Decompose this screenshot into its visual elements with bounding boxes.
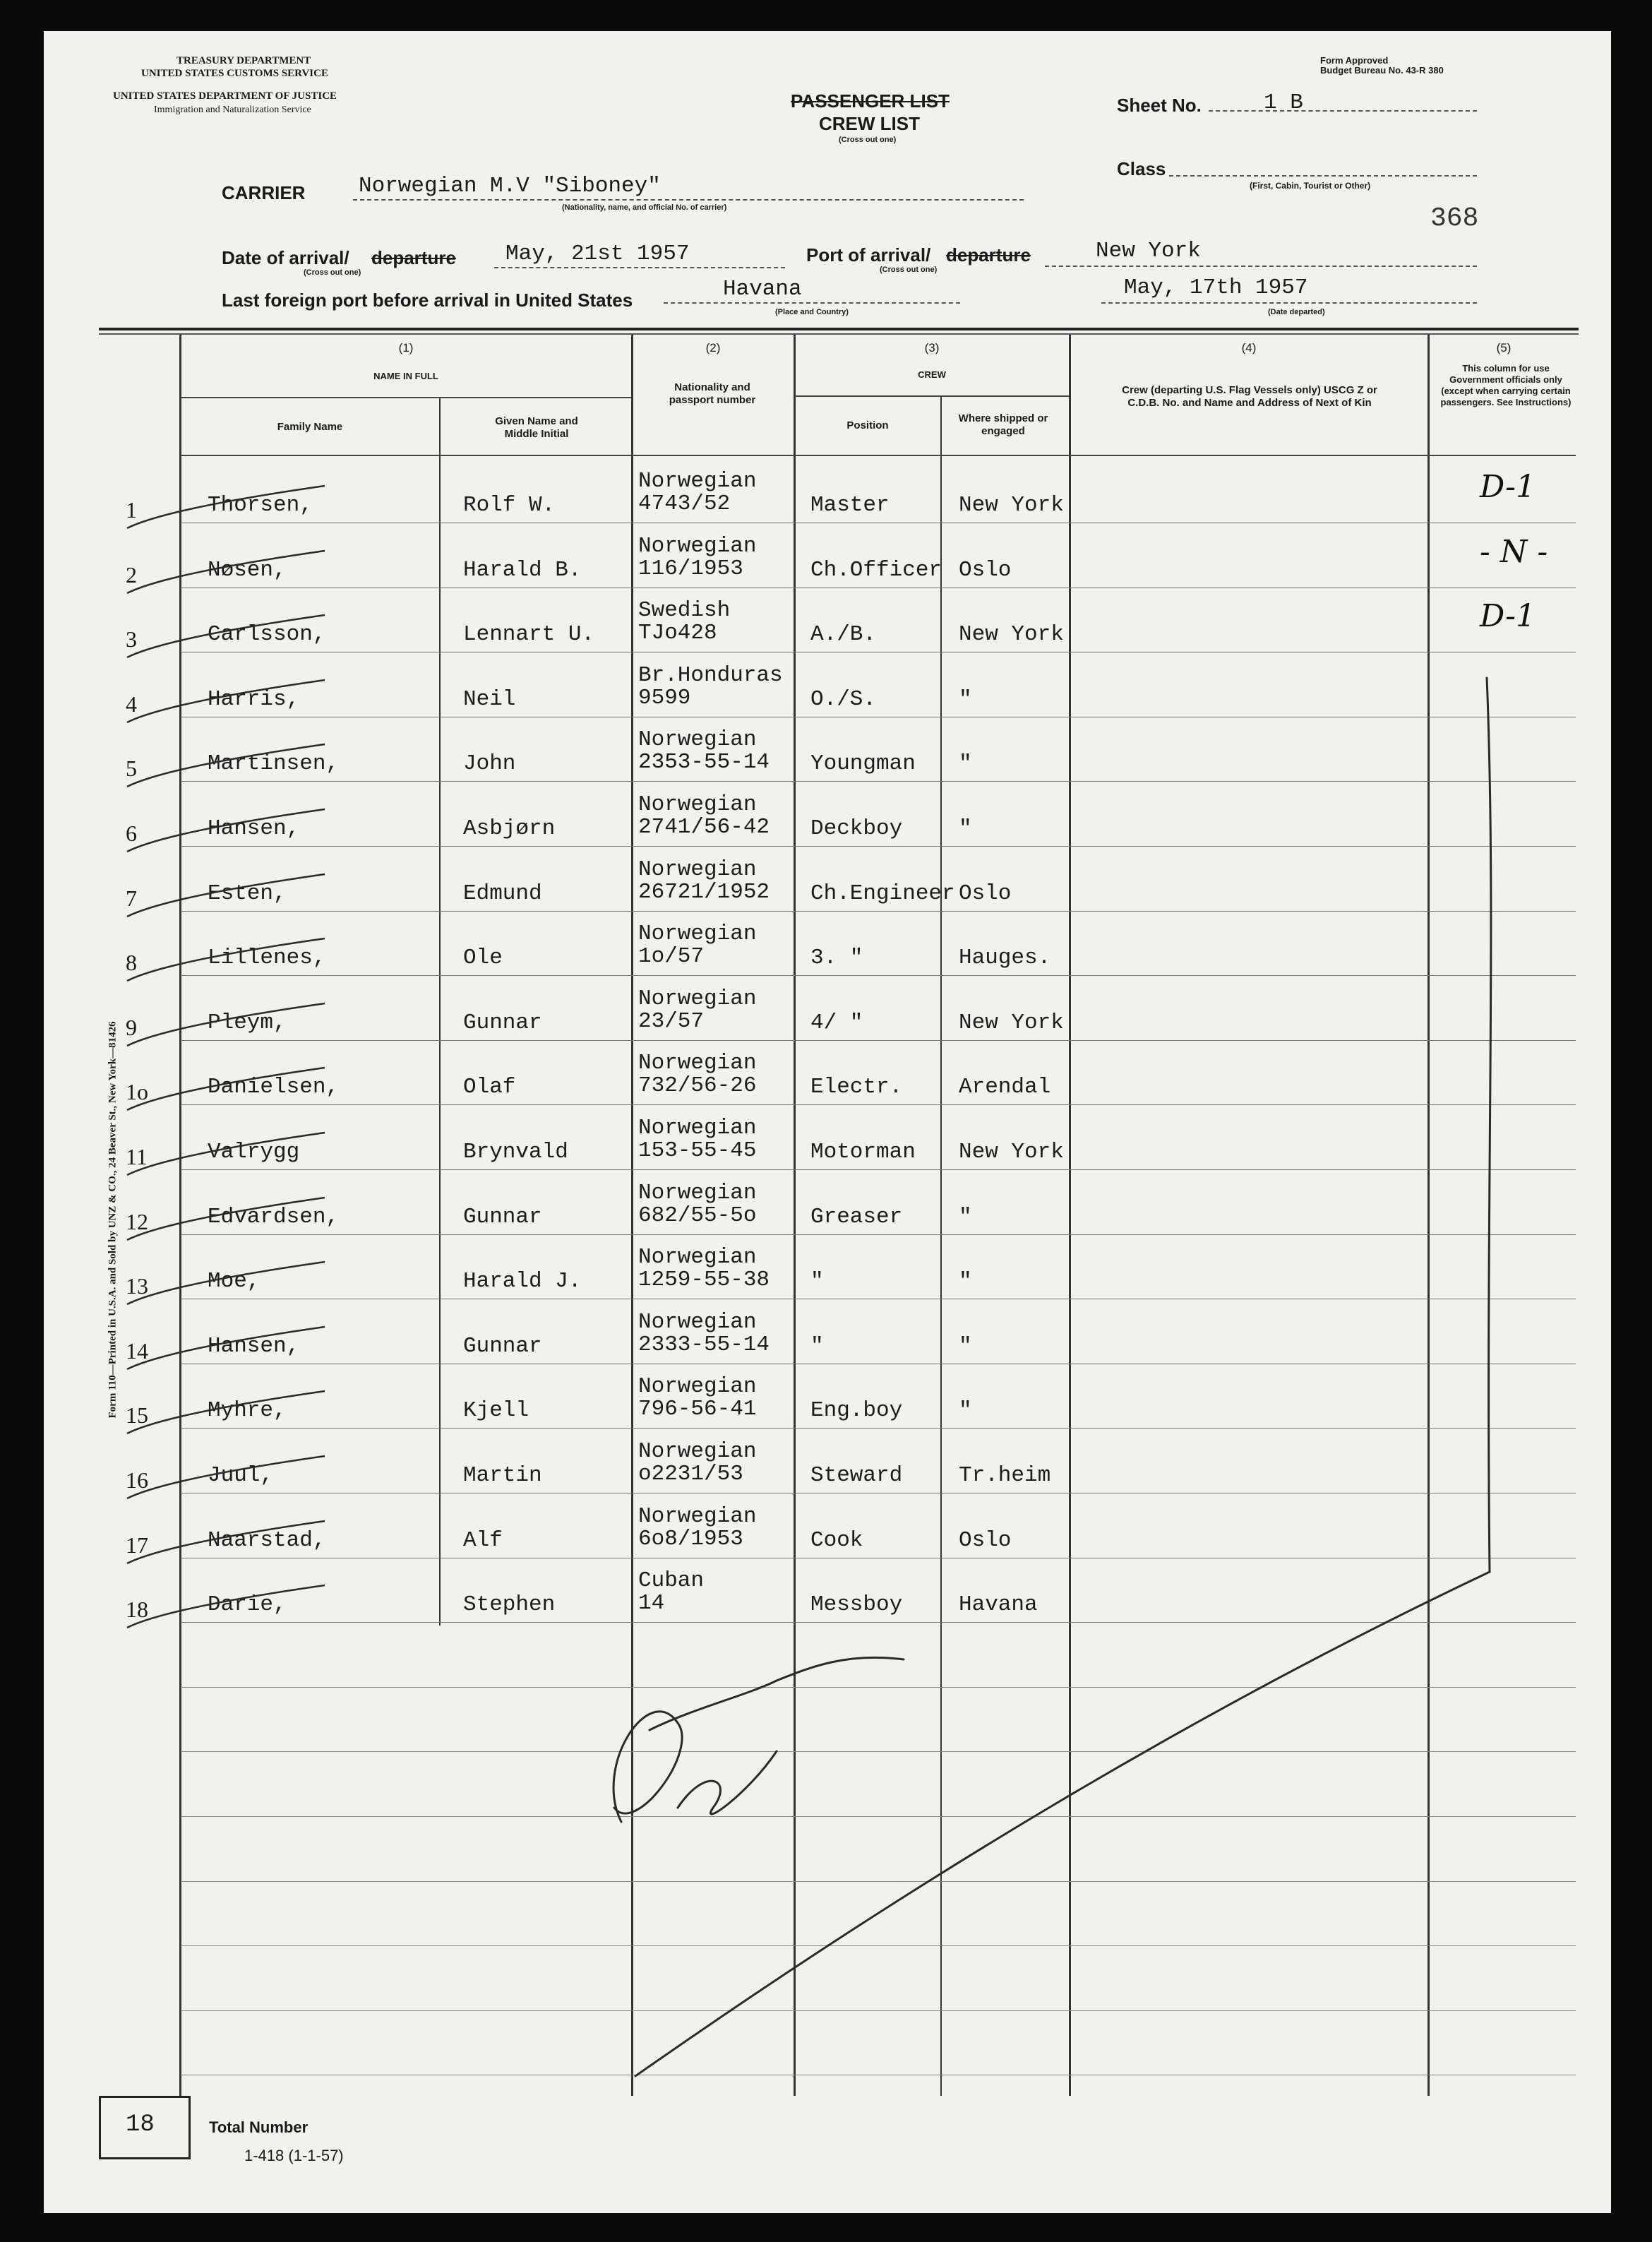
row-number: 8	[126, 950, 137, 976]
family-name-heading: Family Name	[277, 421, 343, 433]
passport-number: 2741/56-42	[638, 815, 770, 840]
passport-number: 732/56-26	[638, 1073, 757, 1099]
passport-number: 682/55-5o	[638, 1203, 757, 1228]
nationality: Norwegian	[638, 1439, 757, 1464]
crew-position: Greaser	[810, 1204, 903, 1229]
given-name: Kjell	[463, 1398, 529, 1424]
port-label: Port of arrival/	[806, 244, 931, 266]
given-name: Harald J.	[463, 1269, 582, 1294]
given-name: Stephen	[463, 1592, 556, 1618]
nationality: Norwegian	[638, 1116, 757, 1140]
where-shipped: New York	[959, 1140, 1064, 1164]
family-name: Esten,	[208, 881, 287, 906]
crew-position: 3. "	[810, 946, 863, 971]
where-shipped: "	[959, 1269, 972, 1294]
nationality: Swedish	[638, 598, 731, 624]
where-shipped: New York	[959, 622, 1064, 648]
nationality: Norwegian	[638, 1051, 757, 1076]
nationality: Norwegian	[638, 1180, 757, 1205]
date-struck: departure	[371, 247, 456, 268]
given-name: Gunnar	[463, 1333, 542, 1359]
port-struck: departure	[946, 244, 1031, 266]
nationality: Cuban	[638, 1568, 705, 1594]
crew-position: 4/ "	[810, 1010, 863, 1035]
date-label: Date of arrival/	[222, 247, 349, 268]
where-shipped: "	[959, 1333, 972, 1359]
nationality: Norwegian	[638, 1309, 757, 1335]
row-number: 7	[126, 885, 137, 911]
stamp-number: 368	[1430, 203, 1479, 234]
where-shipped: Oslo	[959, 1527, 1012, 1553]
crew-position: Eng.boy	[810, 1398, 903, 1424]
agency-customs: UNITED STATES CUSTOMS SERVICE	[141, 68, 328, 79]
passport-number: 4743/52	[638, 491, 731, 516]
bracket-line	[1487, 678, 1491, 1572]
nationality: Norwegian	[638, 857, 757, 882]
crew-position: Motorman	[810, 1140, 916, 1164]
govt-mark: D-1	[1480, 598, 1536, 635]
port-note: (Cross out one)	[880, 266, 938, 274]
carrier-note: (Nationality, name, and official No. of carrier)	[562, 203, 727, 212]
given-name: John	[463, 751, 516, 777]
family-name: Moe,	[208, 1269, 261, 1294]
date-note: (Cross out one)	[304, 268, 361, 277]
row-number: 16	[126, 1467, 148, 1493]
where-shipped: "	[959, 686, 972, 712]
class-note: (First, Cabin, Tourist or Other)	[1250, 181, 1371, 191]
crew-position: Messboy	[810, 1592, 903, 1618]
family-name: Carlsson,	[208, 622, 326, 648]
where-shipped: Hauges.	[959, 946, 1051, 971]
family-name: Naarstad,	[208, 1527, 326, 1553]
crew-position: Cook	[810, 1527, 863, 1553]
crew-position: A./B.	[810, 622, 877, 648]
crew-position: Deckboy	[810, 816, 903, 841]
passport-number: 153-55-45	[638, 1138, 757, 1163]
nationality-heading: Nationality and passport number	[669, 381, 756, 406]
row-number: 15	[126, 1402, 148, 1429]
row-number: 3	[126, 626, 137, 652]
family-name: Myhre,	[208, 1398, 287, 1424]
family-name: Hansen,	[208, 1333, 300, 1359]
where-shipped: "	[959, 1398, 972, 1424]
row-number: 17	[126, 1532, 148, 1558]
nationality: Norwegian	[638, 469, 757, 494]
where-shipped: "	[959, 751, 972, 777]
row-number: 12	[126, 1208, 148, 1234]
departed-value: May, 17th 1957	[1124, 275, 1308, 300]
given-name: Neil	[463, 686, 516, 712]
given-name-heading: Given Name and Middle Initial	[495, 415, 578, 440]
where-shipped: Havana	[959, 1592, 1038, 1618]
date-value: May, 21st 1957	[505, 242, 690, 266]
sheet-label: Sheet No.	[1117, 95, 1202, 116]
govt-mark: - N -	[1480, 533, 1548, 570]
total-number-label: Total Number	[209, 2118, 309, 2136]
row-number: 5	[126, 756, 137, 782]
crew-position: "	[810, 1269, 824, 1294]
sheet-value: 1 B	[1264, 90, 1303, 115]
crew-position: Electr.	[810, 1075, 903, 1100]
row-number: 2	[126, 561, 137, 588]
where-shipped: Tr.heim	[959, 1463, 1051, 1488]
given-name: Rolf W.	[463, 493, 556, 518]
nationality: Norwegian	[638, 1503, 757, 1529]
family-name: Nøsen,	[208, 557, 287, 583]
nationality: Norwegian	[638, 1374, 757, 1400]
given-name: Olaf	[463, 1075, 516, 1100]
family-name: Harris,	[208, 686, 300, 712]
side-print-text: Form 110—Printed in U.S.A. and Sold by UNZ & CO., 24 Beaver St., New York—81426	[107, 1021, 119, 1419]
passport-number: 9599	[638, 685, 691, 710]
carrier-value: Norwegian M.V "Siboney"	[359, 174, 661, 198]
row-number: 1	[126, 497, 137, 523]
class-label: Class	[1117, 158, 1166, 179]
crew-position: "	[810, 1333, 824, 1359]
row-number: 11	[126, 1144, 148, 1169]
given-name: Lennart U.	[463, 622, 595, 648]
row-number: 18	[126, 1597, 148, 1623]
row-number: 14	[126, 1337, 148, 1364]
position-heading: Position	[846, 419, 889, 431]
nationality: Norwegian	[638, 727, 757, 753]
passport-number: 116/1953	[638, 556, 743, 581]
col1-number: (1)	[398, 341, 414, 354]
nationality: Norwegian	[638, 792, 757, 817]
nationality: Norwegian	[638, 922, 757, 947]
govt-use-heading: This column for use Government officials only (except when carrying certain passengers. See Instructions)	[1440, 363, 1572, 407]
where-shipped: New York	[959, 493, 1064, 518]
last-port-note: (Place and Country)	[775, 308, 849, 316]
passport-number: 23/57	[638, 1008, 705, 1034]
where-shipped: Oslo	[959, 557, 1012, 583]
col3-number: (3)	[924, 341, 940, 354]
given-name: Edmund	[463, 881, 542, 906]
given-name: Martin	[463, 1463, 542, 1488]
where-shipped: "	[959, 1204, 972, 1229]
crew-heading: CREW	[918, 369, 946, 380]
crew-position: O./S.	[810, 686, 877, 712]
family-name: Thorsen,	[208, 493, 313, 518]
port-value: New York	[1096, 239, 1201, 263]
form-approved: Form Approved	[1320, 55, 1389, 66]
col1-title: NAME IN FULL	[373, 371, 438, 381]
total-box-value: 18	[126, 2111, 155, 2138]
family-name: Valrygg	[208, 1140, 300, 1164]
crew-position: Ch.Officer	[810, 557, 942, 583]
row-number: 4	[126, 691, 137, 717]
family-name: Juul,	[208, 1463, 274, 1488]
row-number: 13	[126, 1273, 148, 1299]
nationality: Br.Honduras	[638, 662, 783, 688]
diagonal-strike-line	[635, 1572, 1490, 2076]
agency-ins: Immigration and Naturalization Service	[154, 105, 311, 115]
carrier-label: CARRIER	[222, 182, 306, 203]
given-name: Alf	[463, 1527, 503, 1553]
passport-number: 6o8/1953	[638, 1526, 743, 1551]
form-code: 1-418 (1-1-57)	[244, 2147, 344, 2164]
passport-number: 2333-55-14	[638, 1332, 770, 1357]
signature-stroke-1	[613, 1657, 904, 1822]
crew-departing-heading: Crew (departing U.S. Flag Vessels only) USCG Z or C.D.B. No. and Name and Address of Next of Kin	[1122, 384, 1377, 409]
family-name: Hansen,	[208, 816, 300, 841]
passport-number: 2353-55-14	[638, 750, 770, 775]
given-name: Brynvald	[463, 1140, 568, 1164]
govt-mark: D-1	[1480, 469, 1536, 505]
passport-number: 1o/57	[638, 944, 705, 970]
where-shipped: Arendal	[959, 1075, 1051, 1100]
where-shipped: "	[959, 816, 972, 841]
given-name: Harald B.	[463, 557, 582, 583]
given-name: Gunnar	[463, 1010, 542, 1035]
where-shipped: Oslo	[959, 881, 1012, 906]
passport-number: 14	[638, 1591, 665, 1616]
nationality: Norwegian	[638, 986, 757, 1011]
passport-number: 796-56-41	[638, 1397, 757, 1422]
passenger-list-struck: PASSENGER LIST	[791, 90, 950, 112]
passport-number: o2231/53	[638, 1462, 743, 1486]
nationality: Norwegian	[638, 1245, 757, 1270]
last-port-value: Havana	[723, 277, 802, 302]
signature-stroke-2	[678, 1751, 777, 1814]
crew-position: Steward	[810, 1463, 903, 1488]
agency-justice: UNITED STATES DEPARTMENT OF JUSTICE	[113, 90, 337, 102]
family-name: Martinsen,	[208, 751, 340, 777]
family-name: Danielsen,	[208, 1075, 340, 1100]
where-shipped: New York	[959, 1010, 1064, 1035]
shipped-heading: Where shipped or engaged	[958, 412, 1048, 437]
crew-list-title: CREW LIST	[819, 113, 920, 134]
passport-number: 26721/1952	[638, 879, 770, 905]
col5-number: (5)	[1496, 341, 1512, 354]
nationality: Norwegian	[638, 533, 757, 559]
family-name: Edvardsen,	[208, 1204, 340, 1229]
list-title-note: (Cross out one)	[839, 136, 897, 144]
row-number: 9	[126, 1014, 137, 1040]
row-number: 6	[126, 821, 137, 846]
passport-number: TJo428	[638, 621, 717, 646]
family-name: Darie,	[208, 1592, 287, 1618]
passport-number: 1259-55-38	[638, 1268, 770, 1293]
agency-treasury: TREASURY DEPARTMENT	[176, 55, 311, 66]
row-number: 1o	[126, 1079, 148, 1105]
given-name: Ole	[463, 946, 503, 971]
col4-number: (4)	[1241, 341, 1257, 354]
crew-position: Youngman	[810, 751, 916, 777]
crew-position: Master	[810, 493, 890, 518]
family-name: Pleym,	[208, 1010, 287, 1035]
crew-position: Ch.Engineer	[810, 881, 955, 906]
given-name: Asbjørn	[463, 816, 556, 841]
family-name: Lillenes,	[208, 946, 326, 971]
col2-number: (2)	[705, 341, 721, 354]
last-port-label: Last foreign port before arrival in United States	[222, 290, 633, 311]
given-name: Gunnar	[463, 1204, 542, 1229]
budget-bureau: Budget Bureau No. 43-R 380	[1320, 65, 1444, 76]
departed-note: (Date departed)	[1268, 308, 1325, 316]
